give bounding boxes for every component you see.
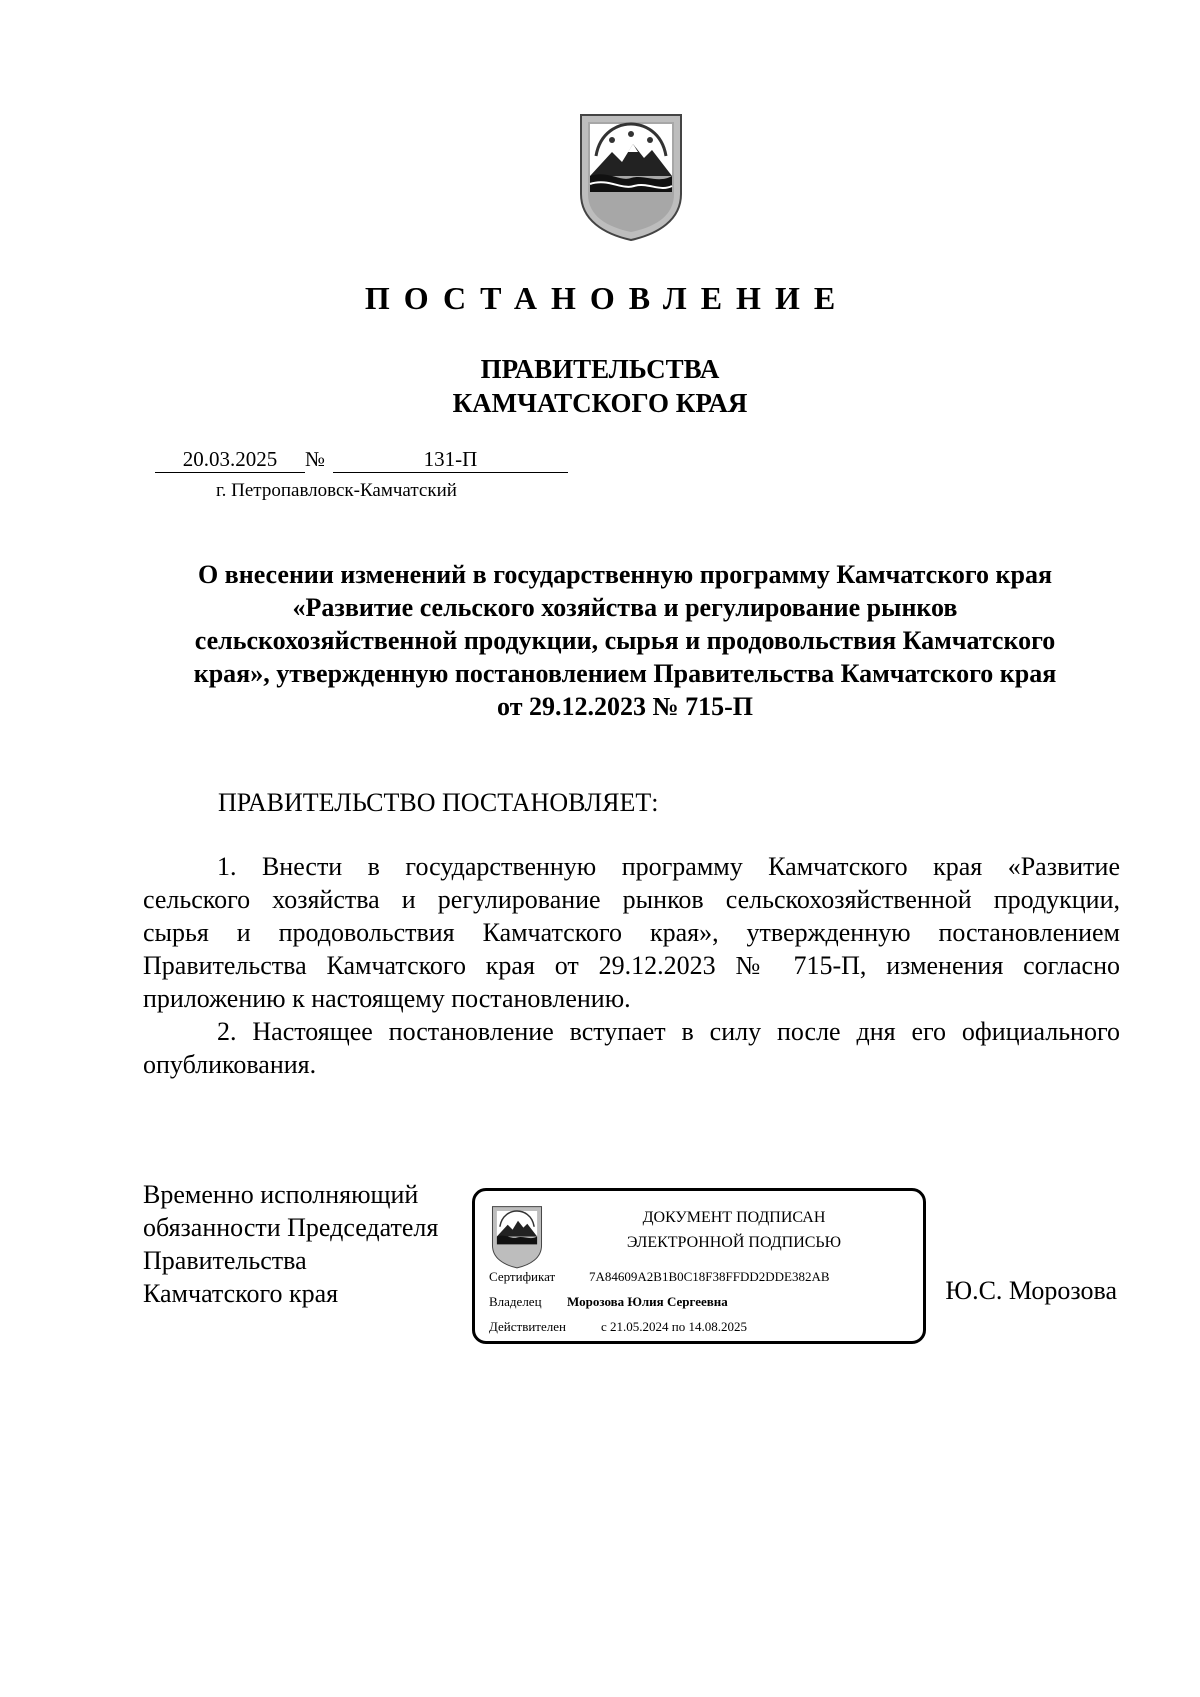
subject-line: края», утвержденную постановлением Правительства Камчатского края	[193, 659, 1057, 688]
signer-position-line: обязанности Председателя	[143, 1213, 439, 1242]
issuer-title	[0, 352, 1200, 420]
signature-heading-line: ЭЛЕКТРОННОЙ ПОДПИСЬЮ	[626, 1234, 842, 1251]
certificate-row	[489, 1269, 830, 1285]
owner-label: Владелец	[489, 1294, 542, 1309]
body-line: приложению к настоящему постановлению.	[143, 984, 631, 1013]
coat-of-arms-icon	[578, 112, 684, 242]
body-line: Правительства Камчатского края от 29.12.2023 № 715-П, изменения согласно	[143, 951, 1120, 980]
registration-line	[155, 446, 568, 473]
signer-position-line: Временно исполняющий	[143, 1180, 419, 1209]
document-number: 131-П	[333, 446, 568, 473]
signer-position-line: Камчатского края	[143, 1279, 339, 1308]
body-line: сырья и продовольствия Камчатского края», утвержденную постановлением	[143, 918, 1120, 947]
electronic-signature-stamp	[472, 1188, 926, 1344]
document-subject	[150, 558, 1100, 723]
body-line: 2. Настоящее постановление вступает в силу после дня его официального	[217, 1017, 1120, 1046]
body-line: 1. Внести в государственную программу Камчатского края «Развитие	[217, 852, 1120, 881]
subject-line: О внесении изменений в государственную программу Камчатского края	[197, 560, 1053, 589]
signature-heading	[555, 1205, 913, 1255]
subject-line: «Развитие сельского хозяйства и регулирование рынков	[292, 593, 958, 622]
subject-line: от 29.12.2023 № 715-П	[497, 692, 753, 721]
owner-row	[489, 1294, 728, 1310]
signer-position-line: Правительства	[143, 1246, 307, 1275]
certificate-label: Сертификат	[489, 1269, 556, 1284]
validity-value: с 21.05.2024 по 14.08.2025	[601, 1319, 747, 1334]
signer-position	[143, 1178, 438, 1310]
body-line: опубликования.	[143, 1050, 317, 1079]
certificate-value: 7A84609A2B1B0C18F38FFDD2DDE382AB	[589, 1269, 830, 1284]
body-line: сельского хозяйства и регулирование рынков сельскохозяйственной продукции,	[143, 885, 1120, 914]
validity-label: Действителен	[489, 1319, 566, 1334]
document-date: 20.03.2025	[155, 446, 305, 473]
issuer-line-2: КАМЧАТСКОГО КРАЯ	[452, 388, 748, 418]
owner-value: Морозова Юлия Сергеевна	[567, 1294, 728, 1309]
resolves-heading: ПРАВИТЕЛЬСТВО ПОСТАНОВЛЯЕТ:	[218, 788, 659, 817]
signer-name: Ю.С. Морозова	[945, 1276, 1117, 1305]
coat-of-arms-icon	[491, 1205, 543, 1269]
issuer-line-1: ПРАВИТЕЛЬСТВА	[480, 354, 720, 384]
document-body	[143, 850, 1120, 1081]
document-type-title: ПОСТАНОВЛЕНИЕ	[364, 280, 850, 316]
number-sign: №	[305, 447, 326, 471]
subject-line: сельскохозяйственной продукции, сырья и продовольствия Камчатского	[194, 626, 1056, 655]
signature-heading-line: ДОКУМЕНТ ПОДПИСАН	[642, 1209, 826, 1226]
city-name: г. Петропавловск-Камчатский	[216, 480, 457, 501]
validity-row	[489, 1319, 747, 1335]
